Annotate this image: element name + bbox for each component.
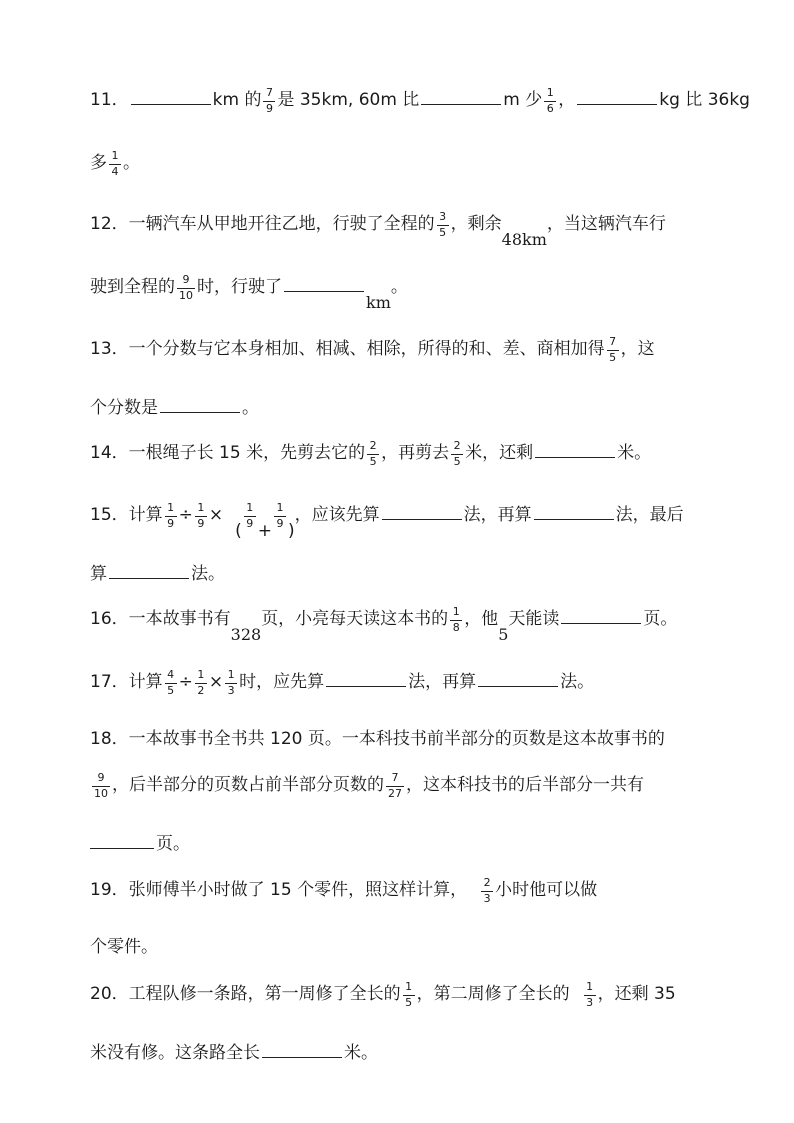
question-text: 13．一个分数与它本身相加、相减、相除，所得的和、差、商相加得 bbox=[90, 339, 605, 359]
fraction: $\frac{1}{9}$ bbox=[243, 498, 257, 520]
question-text: 个分数是 bbox=[90, 398, 158, 418]
question-20-line-2 bbox=[90, 1041, 378, 1063]
given-value: 48km bbox=[501, 230, 547, 249]
question-text: ，这本科技书的后半部分一共有 bbox=[406, 775, 644, 795]
question-text: ，第二周修了全长的 bbox=[416, 984, 570, 1004]
question-20-line-1 bbox=[90, 977, 676, 1009]
fraction: $\frac{1}{9}$ bbox=[194, 498, 208, 520]
question-text: 20．工程队修一条路，第一周修了全长的 bbox=[90, 984, 401, 1004]
paren: ( bbox=[235, 521, 242, 541]
question-11-line-1 bbox=[90, 83, 750, 115]
question-text: ，应该先算 bbox=[294, 505, 380, 525]
question-text: 算 bbox=[90, 564, 107, 584]
question-text: 法，再算 bbox=[408, 672, 477, 692]
fraction: $\frac{1}{9}$ bbox=[164, 498, 178, 520]
answer-blank[interactable] bbox=[90, 832, 154, 849]
question-text: 17．计算 bbox=[90, 672, 163, 692]
question-text: 时，应先算 bbox=[239, 672, 325, 692]
question-text: 法，最后 bbox=[615, 505, 684, 525]
fraction: $\frac{4}{5}$ bbox=[164, 665, 178, 687]
question-text: 米。 bbox=[344, 1043, 378, 1063]
fraction: $\frac{2}{5}$ bbox=[366, 436, 380, 458]
answer-blank[interactable] bbox=[382, 503, 462, 520]
question-text: ，当这辆汽车行 bbox=[546, 214, 666, 234]
question-text: 天能读 bbox=[508, 609, 560, 629]
answer-blank[interactable] bbox=[534, 503, 614, 520]
answer-blank[interactable] bbox=[160, 396, 240, 413]
question-13-line-1 bbox=[90, 332, 655, 364]
answer-blank[interactable] bbox=[284, 275, 364, 292]
fraction: $\frac{1}{3}$ bbox=[224, 665, 238, 687]
given-value: 328 bbox=[230, 625, 262, 644]
fraction: $\frac{7}{5}$ bbox=[606, 332, 620, 354]
question-19-line-1 bbox=[90, 873, 598, 905]
fraction: $\frac{1}{8}$ bbox=[449, 602, 463, 624]
given-value: 5 bbox=[498, 625, 509, 644]
answer-blank[interactable] bbox=[535, 441, 615, 458]
question-text: ，剩余 bbox=[450, 214, 502, 234]
answer-blank[interactable] bbox=[561, 607, 641, 624]
fraction: $\frac{1}{4}$ bbox=[108, 146, 122, 168]
question-text: ，这 bbox=[620, 339, 655, 359]
question-text: 。 bbox=[390, 277, 408, 297]
question-12-line-2 bbox=[90, 270, 408, 312]
question-text: 页，小亮每天读这本书的 bbox=[261, 609, 449, 629]
question-text: 米。 bbox=[617, 443, 652, 463]
answer-blank[interactable] bbox=[577, 88, 657, 105]
answer-blank[interactable] bbox=[478, 670, 558, 687]
answer-blank[interactable] bbox=[131, 88, 211, 105]
fraction: $\frac{7}{27}$ bbox=[388, 771, 402, 800]
question-text: ，他 bbox=[464, 609, 499, 629]
question-18-line-3 bbox=[90, 832, 190, 854]
fraction: $\frac{7}{9}$ bbox=[262, 83, 276, 105]
fraction: $\frac{3}{5}$ bbox=[436, 207, 450, 229]
question-text: ， bbox=[558, 90, 576, 110]
operator: ÷ bbox=[178, 505, 193, 525]
question-text: 页。 bbox=[156, 834, 190, 854]
question-text: 是 35km, 60m 比 bbox=[277, 90, 420, 110]
question-text: km 的 bbox=[212, 90, 262, 110]
question-text: ，还剩 35 bbox=[597, 984, 676, 1004]
operator: + bbox=[257, 521, 273, 541]
question-12-line-1 bbox=[90, 207, 666, 249]
answer-blank[interactable] bbox=[262, 1041, 342, 1058]
fraction: $\frac{1}{9}$ bbox=[273, 498, 287, 520]
question-15-line-1 bbox=[90, 498, 684, 541]
question-text: 驶到全程的 bbox=[90, 277, 175, 297]
question-text: 时，行驶了 bbox=[197, 277, 282, 297]
question-16-line bbox=[90, 602, 678, 644]
question-text: 18．一本故事书全书共 120 页。一本科技书前半部分的页数是这本故事书的 bbox=[90, 729, 665, 749]
fraction: $\frac{1}{2}$ bbox=[194, 665, 208, 687]
fraction: $\frac{1}{3}$ bbox=[583, 977, 597, 999]
question-17-line bbox=[90, 665, 595, 697]
question-18-line-2 bbox=[90, 768, 644, 800]
question-text: 法。 bbox=[191, 564, 225, 584]
question-text: 个零件。 bbox=[90, 937, 158, 957]
question-13-line-2 bbox=[90, 396, 259, 418]
fraction: $\frac{1}{6}$ bbox=[543, 83, 557, 105]
question-text: 15．计算 bbox=[90, 505, 163, 525]
operator: × bbox=[208, 672, 224, 692]
question-text: 法。 bbox=[560, 672, 595, 692]
operator: × bbox=[208, 505, 224, 525]
question-text: 12．一辆汽车从甲地开往乙地，行驶了全程的 bbox=[90, 214, 435, 234]
question-text: 。 bbox=[123, 153, 140, 173]
answer-blank[interactable] bbox=[326, 670, 406, 687]
paren: ) bbox=[288, 521, 295, 541]
fraction: $\frac{2}{5}$ bbox=[450, 436, 464, 458]
question-18-line-1 bbox=[90, 728, 665, 750]
fraction: $\frac{9}{10}$ bbox=[94, 771, 108, 800]
question-19-line-2 bbox=[90, 936, 158, 958]
question-text: kg 比 36kg bbox=[659, 90, 750, 110]
question-text: 19．张师傅半小时做了 15 个零件，照这样计算， bbox=[90, 880, 468, 900]
question-14-line bbox=[90, 436, 652, 468]
question-11-line-2 bbox=[90, 146, 140, 178]
unit-label: km bbox=[366, 293, 391, 312]
question-text: 多 bbox=[90, 153, 107, 173]
fraction: $\frac{1}{5}$ bbox=[402, 977, 416, 999]
question-text: 米，还剩 bbox=[465, 443, 534, 463]
question-text: ，后半部分的页数占前半部分页数的 bbox=[112, 775, 384, 795]
question-text: 。 bbox=[242, 398, 259, 418]
question-text: 小时他可以做 bbox=[495, 880, 598, 900]
operator: ÷ bbox=[178, 672, 193, 692]
question-text: 14．一根绳子长 15 米，先剪去它的 bbox=[90, 443, 366, 463]
answer-blank[interactable] bbox=[109, 562, 189, 579]
question-number: 11． bbox=[90, 90, 129, 110]
question-text: m 少 bbox=[503, 90, 543, 110]
fraction: $\frac{9}{10}$ bbox=[179, 273, 193, 302]
fraction: $\frac{2}{3}$ bbox=[480, 873, 494, 895]
question-15-line-2 bbox=[90, 562, 225, 584]
question-text: 页。 bbox=[643, 609, 678, 629]
question-text: ，再剪去 bbox=[381, 443, 450, 463]
question-text: 米没有修。这条路全长 bbox=[90, 1043, 260, 1063]
answer-blank[interactable] bbox=[421, 88, 501, 105]
question-text: 法，再算 bbox=[463, 505, 532, 525]
question-text: 16．一本故事书有 bbox=[90, 609, 231, 629]
